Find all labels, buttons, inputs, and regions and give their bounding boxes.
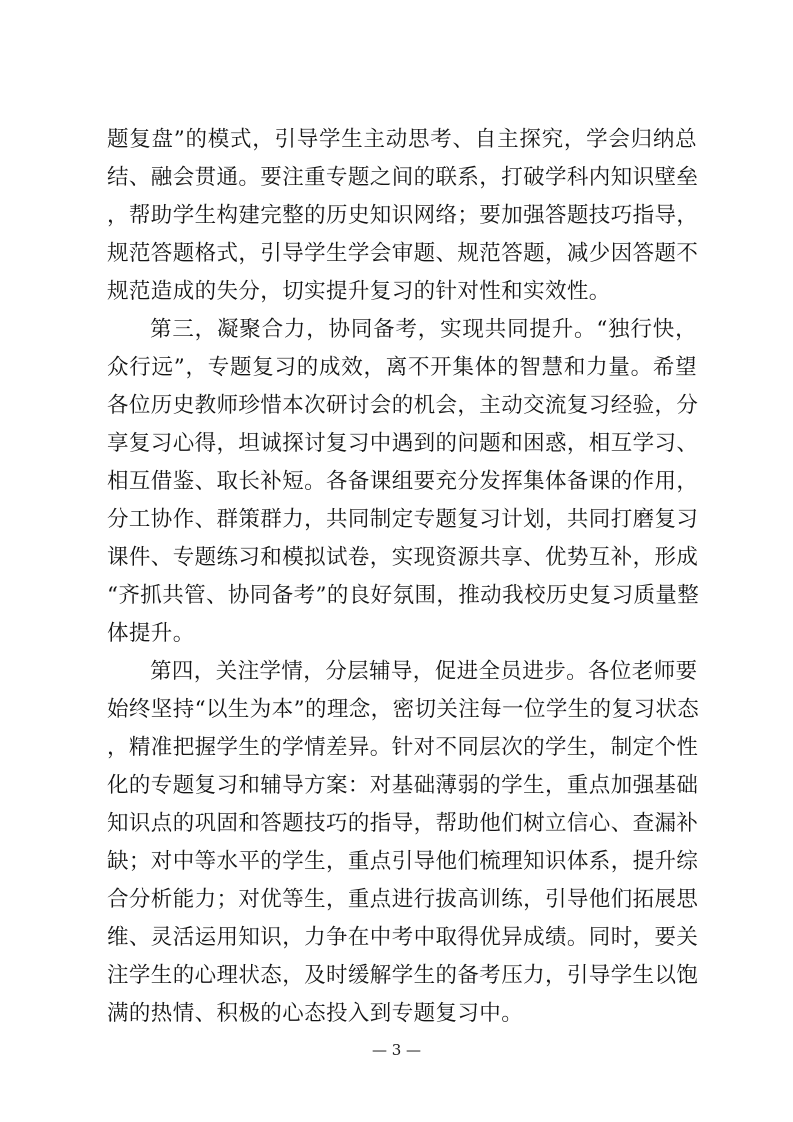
paragraph-4-first-line: 第四，关注学情，分层辅导，促进全员进步。各位老师要: [150, 659, 698, 684]
text-line: 化的专题复习和辅导方案：对基础薄弱的学生，重点加强基础: [107, 773, 699, 798]
text-line: 享复习心得，坦诚探讨复习中遇到的问题和困惑，相互学习、: [107, 431, 699, 456]
text-line: 课件、专题练习和模拟试卷，实现资源共享、优势互补，形成: [107, 545, 699, 570]
text-line: 相互借鉴、取长补短。各备课组要充分发挥集体备课的作用，: [107, 469, 699, 494]
text-line: 合分析能力；对优等生，重点进行拔高训练，引导他们拓展思: [107, 887, 699, 912]
page-number: — 3 —: [371, 1041, 422, 1059]
text-line: ，精准把握学生的学情差异。针对不同层次的学生，制定个性: [107, 735, 699, 760]
text-line: 注学生的心理状态，及时缓解学生的备考压力，引导学生以饱: [107, 963, 699, 988]
text-line: 结、融会贯通。要注重专题之间的联系，打破学科内知识壁垒: [107, 165, 699, 190]
text-line: 各位历史教师珍惜本次研讨会的机会，主动交流复习经验，分: [107, 393, 699, 418]
text-line: 体提升。: [107, 621, 195, 646]
text-line: 规范答题格式，引导学生学会审题、规范答题，减少因答题不: [107, 241, 699, 266]
text-line: 题复盘”的模式，引导学生主动思考、自主探究，学会归纳总: [107, 127, 697, 152]
text-line: 分工协作、群策群力，共同制定专题复习计划，共同打磨复习: [107, 507, 699, 532]
text-line: 知识点的巩固和答题技巧的指导，帮助他们树立信心、查漏补: [107, 811, 699, 836]
text-line: 满的热情、积极的心态投入到专题复习中。: [107, 1001, 524, 1026]
text-line: 缺；对中等水平的学生，重点引导他们梳理知识体系，提升综: [107, 849, 699, 874]
text-line: 规范造成的失分，切实提升复习的针对性和实效性。: [107, 279, 611, 304]
text-line: “齐抓共管、协同备考”的良好氛围，推动我校历史复习质量整: [107, 583, 700, 608]
paragraph-3-first-line: 第三，凝聚合力，协同备考，实现共同提升。“独行快，: [150, 317, 697, 342]
text-line: 始终坚持“以生为本”的理念，密切关注每一位学生的复习状态: [107, 697, 700, 722]
text-line: ，帮助学生构建完整的历史知识网络；要加强答题技巧指导，: [107, 203, 699, 228]
text-line: 众行远”，专题复习的成效，离不开集体的智慧和力量。希望: [107, 355, 697, 380]
text-line: 维、灵活运用知识，力争在中考中取得优异成绩。同时，要关: [107, 925, 699, 950]
